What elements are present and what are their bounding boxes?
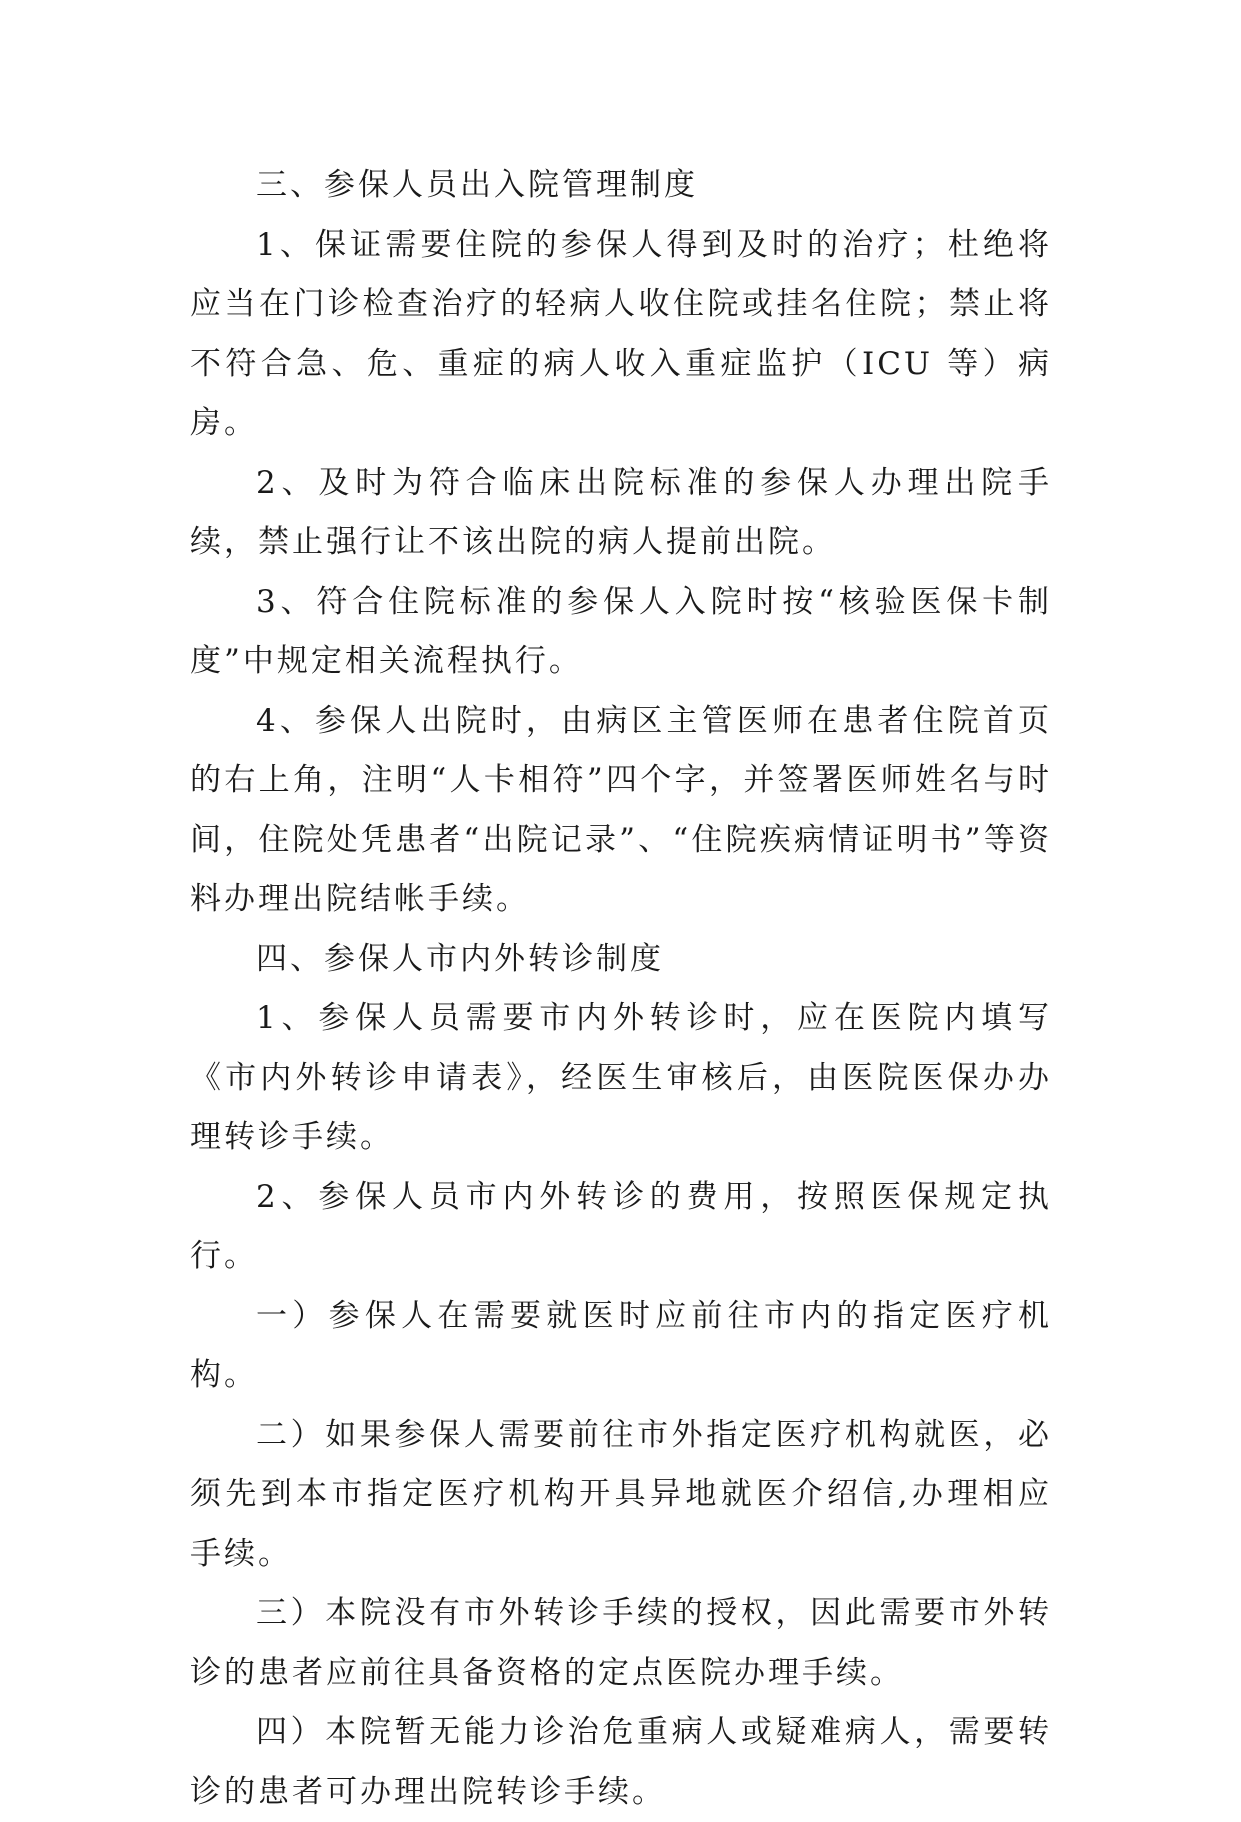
paragraph-referral-2: 2、参保人员市内外转诊的费用，按照医保规定执行。 bbox=[190, 1178, 1052, 1274]
section-heading-admission: 三、参保人员出入院管理制度 bbox=[256, 167, 698, 203]
section-heading-referral: 四、参保人市内外转诊制度 bbox=[256, 940, 664, 977]
paragraph-referral-sub-3: 三）本院没有市外转诊手续的授权，因此需要市外转诊的患者应前往具备资格的定点医院办理手续。 bbox=[190, 1595, 1052, 1691]
paragraph-referral-sub-2: 二）如果参保人需要前往市外指定医疗机构就医，必须先到本市指定医疗机构开具异地就医介绍信,办理相应手续。 bbox=[190, 1416, 1052, 1572]
paragraph-referral-sub-1: 一）参保人在需要就医时应前往市内的指定医疗机构。 bbox=[190, 1297, 1052, 1393]
paragraph-admission-1: 1、保证需要住院的参保人得到及时的治疗；杜绝将应当在门诊检查治疗的轻病人收住院或挂名住院；禁止将不符合急、危、重症的病人收入重症监护（ICU 等）病房。 bbox=[190, 226, 1052, 441]
paragraph-referral-sub-4: 四）本院暂无能力诊治危重病人或疑难病人，需要转诊的患者可办理出院转诊手续。 bbox=[190, 1714, 1052, 1810]
paragraph-referral-1: 1、参保人员需要市内外转诊时，应在医院内填写《市内外转诊申请表》，经医生审核后，由医院医保办办理转诊手续。 bbox=[190, 1000, 1052, 1155]
paragraph-admission-2: 2、及时为符合临床出院标准的参保人办理出院手续，禁止强行让不该出院的病人提前出院。 bbox=[190, 464, 1052, 560]
document-page bbox=[190, 156, 1052, 1822]
paragraph-admission-3: 3、符合住院标准的参保人入院时按“核验医保卡制度”中规定相关流程执行。 bbox=[190, 583, 1052, 679]
paragraph-admission-4: 4、参保人出院时，由病区主管医师在患者住院首页的右上角，注明“人卡相符”四个字，并签署医师姓名与时间，住院处凭患者“出院记录”、“住院疾病情证明书”等资料办理出院结帐手续。 bbox=[190, 702, 1052, 917]
